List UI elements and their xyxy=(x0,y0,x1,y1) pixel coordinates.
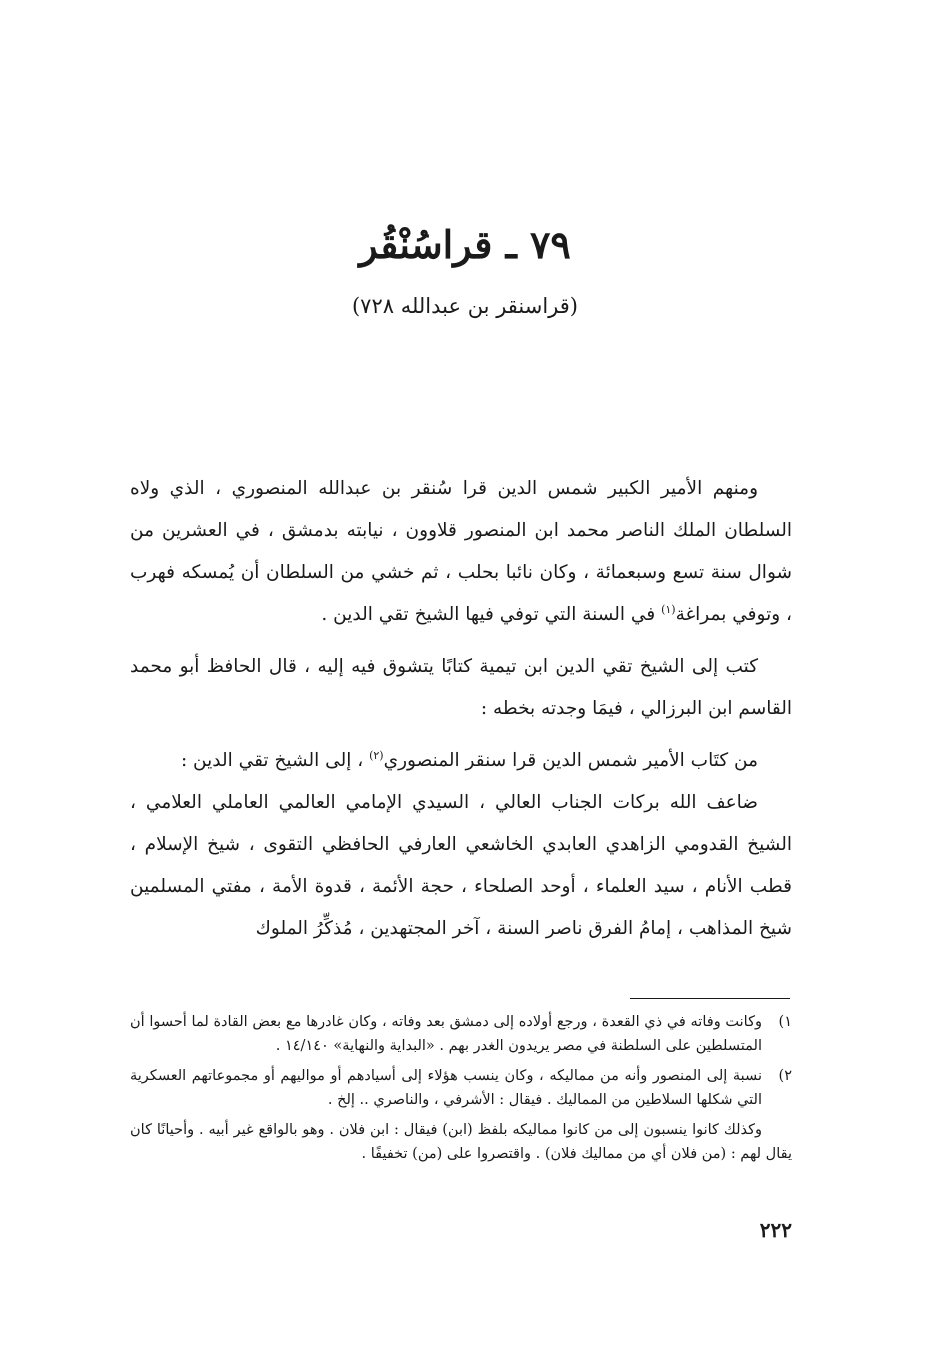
paragraph-1-end: في السنة التي توفي فيها الشيخ تقي الدين . xyxy=(321,604,662,625)
footnote-2-text: نسبة إلى المنصور وأنه من مماليكه ، وكان ينسب هؤلاء إلى أسيادهم أو مواليهم أو مجموعاتهم العسكرية التي شكلها السلاطين من المماليك . فيقال : الأشرفي ، والناصري .. إلخ . xyxy=(130,1068,762,1108)
footnote-1-number: ١) xyxy=(778,1014,792,1030)
paragraph-4: ضاعف الله بركات الجناب العالي ، السيدي الإمامي العالمي العاملي العلامي ، الشيخ القدومي الزاهدي العابدي الخاشعي العارفي الحافظي التقوى ، شيخ الإسلام ، قطب الأنام ، سيد العلماء ، أوحد الصلحاء ، حجة الأئمة ، قدوة الأمة ، مفتي المسلمين شيخ المذاهب ، إمامُ الفرق ناصر السنة ، آخر المجتهدين ، مُذكِّرُ الملوك xyxy=(130,792,792,939)
chapter-title: ٧٩ ـ قراسُنْقُر xyxy=(359,222,571,267)
paragraph-3-end: ، إلى الشيخ تقي الدين : xyxy=(180,750,370,771)
footnote-2-continuation: وكذلك كانوا ينسبون إلى من كانوا مماليكه بلفظ (ابن) فيقال : ابن فلان . وهو بالواقع غير أبيه . وأحيانًا كان يقال لهم : (من فلان أي من مماليك فلان) . واقتصروا على (من) تخفيفًا . xyxy=(130,1122,792,1162)
footnotes xyxy=(130,1010,792,1166)
chapter-subtitle: (قراسنقر بن عبدالله ٧٢٨) xyxy=(351,294,579,318)
paragraph-2: كتب إلى الشيخ تقي الدين ابن تيمية كتابًا يتشوق فيه إليه ، قال الحافظ أبو محمد القاسم ابن البرزالي ، فيمَا وجدته بخطه : xyxy=(130,656,792,719)
footnote-ref-1: (١) xyxy=(661,602,676,616)
footnote-1 xyxy=(130,1010,792,1058)
footnote-2-number: ٢) xyxy=(778,1068,792,1084)
paragraph-1 xyxy=(130,468,792,636)
page-number: ٢٢٢ xyxy=(759,1218,792,1242)
paragraph-1-text: ومنهم الأمير الكبير شمس الدين قرا سُنقر بن عبدالله المنصوري ، الذي ولاه السلطان الملك الناصر محمد ابن المنصور قلاوون ، نيابته بدمشق ، في العشرين من شوال سنة تسع وسبعمائة ، وكان نائبا بحلب ، ثم خشي من السلطان أن يُمسكه فهرب ، وتوفي بمراغة xyxy=(130,478,792,625)
footnote-divider xyxy=(630,998,790,999)
footnote-2 xyxy=(130,1064,792,1112)
paragraph-3 xyxy=(130,740,792,782)
footnote-1-text: وكانت وفاته في ذي القعدة ، ورجع أولاده إلى دمشق بعد وفاته ، وكان غادرها مع بعض القادة لما أحسوا أن المتسلطين على السلطنة في مصر يريدون الغدر بهم . «البداية والنهاية» ١٤/١٤٠ . xyxy=(130,1014,762,1054)
paragraph-3-text: من كتَاب الأمير شمس الدين قرا سنقر المنصوري xyxy=(383,750,758,771)
main-text xyxy=(130,468,792,950)
footnote-ref-2: (٢) xyxy=(369,748,384,762)
